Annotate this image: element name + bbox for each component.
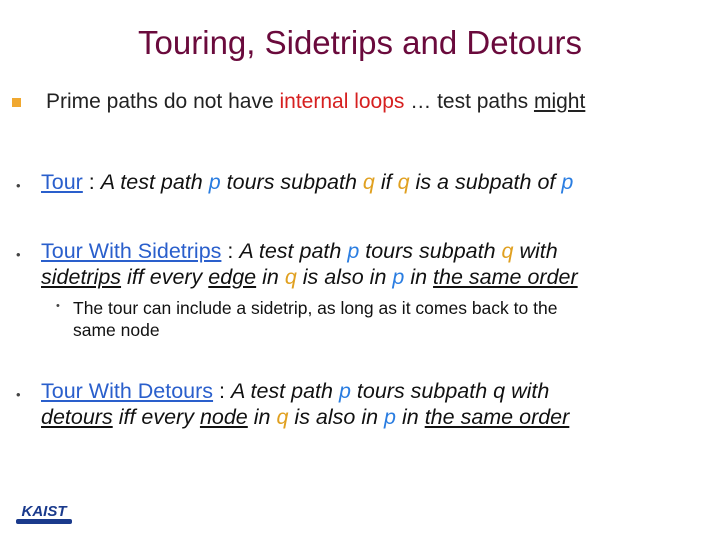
text: in [396,405,425,429]
text: if [374,170,398,194]
sub-bullet-icon: • [56,300,60,312]
var-q: q [501,239,514,263]
text: … test paths [404,90,534,113]
text: is also in [288,405,385,429]
var-p: p [338,379,351,403]
bullet-dot-icon: • [16,178,21,193]
edge-word: edge [208,265,257,289]
tour-term: Tour [41,170,83,194]
text: in [247,405,277,429]
same-order-text: the same order [433,265,578,289]
text: tours subpath [359,239,502,263]
square-bullet-icon [12,98,21,107]
separator: : [82,170,101,194]
slide-title: Touring, Sidetrips and Detours [138,24,582,61]
text: A test path [100,170,209,194]
separator: : [221,239,240,263]
bullet-dot-icon: • [16,387,21,402]
text: iff every [121,265,209,289]
detours-term: Tour With Detours [41,379,214,403]
kaist-logo [15,498,75,528]
var-q: q [276,405,289,429]
sidetrips-definition-line1 [41,239,558,264]
var-p: p [347,239,360,263]
detours-definition-line1 [41,379,549,404]
text: in [404,265,434,289]
sidetrip-note-line2: same node [73,320,160,340]
detours-word: detours [41,405,113,429]
var-p: p [561,170,574,194]
internal-loops-text: internal loops [279,90,405,113]
prime-paths-line [46,90,585,114]
tour-definition [41,170,573,195]
bullet-dot-icon: • [16,247,21,262]
sidetrips-definition-line2 [41,265,578,290]
text: tours subpath [220,170,363,194]
text: tours subpath q with [350,379,550,403]
var-q: q [362,170,375,194]
separator: : [213,379,231,403]
text: is a subpath of [409,170,562,194]
sidetrips-term: Tour With Sidetrips [41,239,222,263]
text: A test path [230,379,339,403]
logo-text: KAIST [21,503,67,520]
sidetrips-word: sidetrips [41,265,122,289]
var-q: q [284,265,297,289]
sidetrip-note-line1: The tour can include a sidetrip, as long as it comes back to the [73,298,558,318]
var-p: p [392,265,405,289]
text: A test path [239,239,348,263]
might-text: might [533,90,586,113]
var-p: p [384,405,397,429]
node-word: node [199,405,248,429]
text: with [513,239,558,263]
detours-definition-line2 [41,405,569,430]
text: is also in [296,265,393,289]
var-q: q [397,170,410,194]
text: Prime paths do not have [46,90,280,113]
var-p: p [208,170,221,194]
text: iff every [112,405,200,429]
same-order-text: the same order [424,405,570,429]
text: in [256,265,285,289]
